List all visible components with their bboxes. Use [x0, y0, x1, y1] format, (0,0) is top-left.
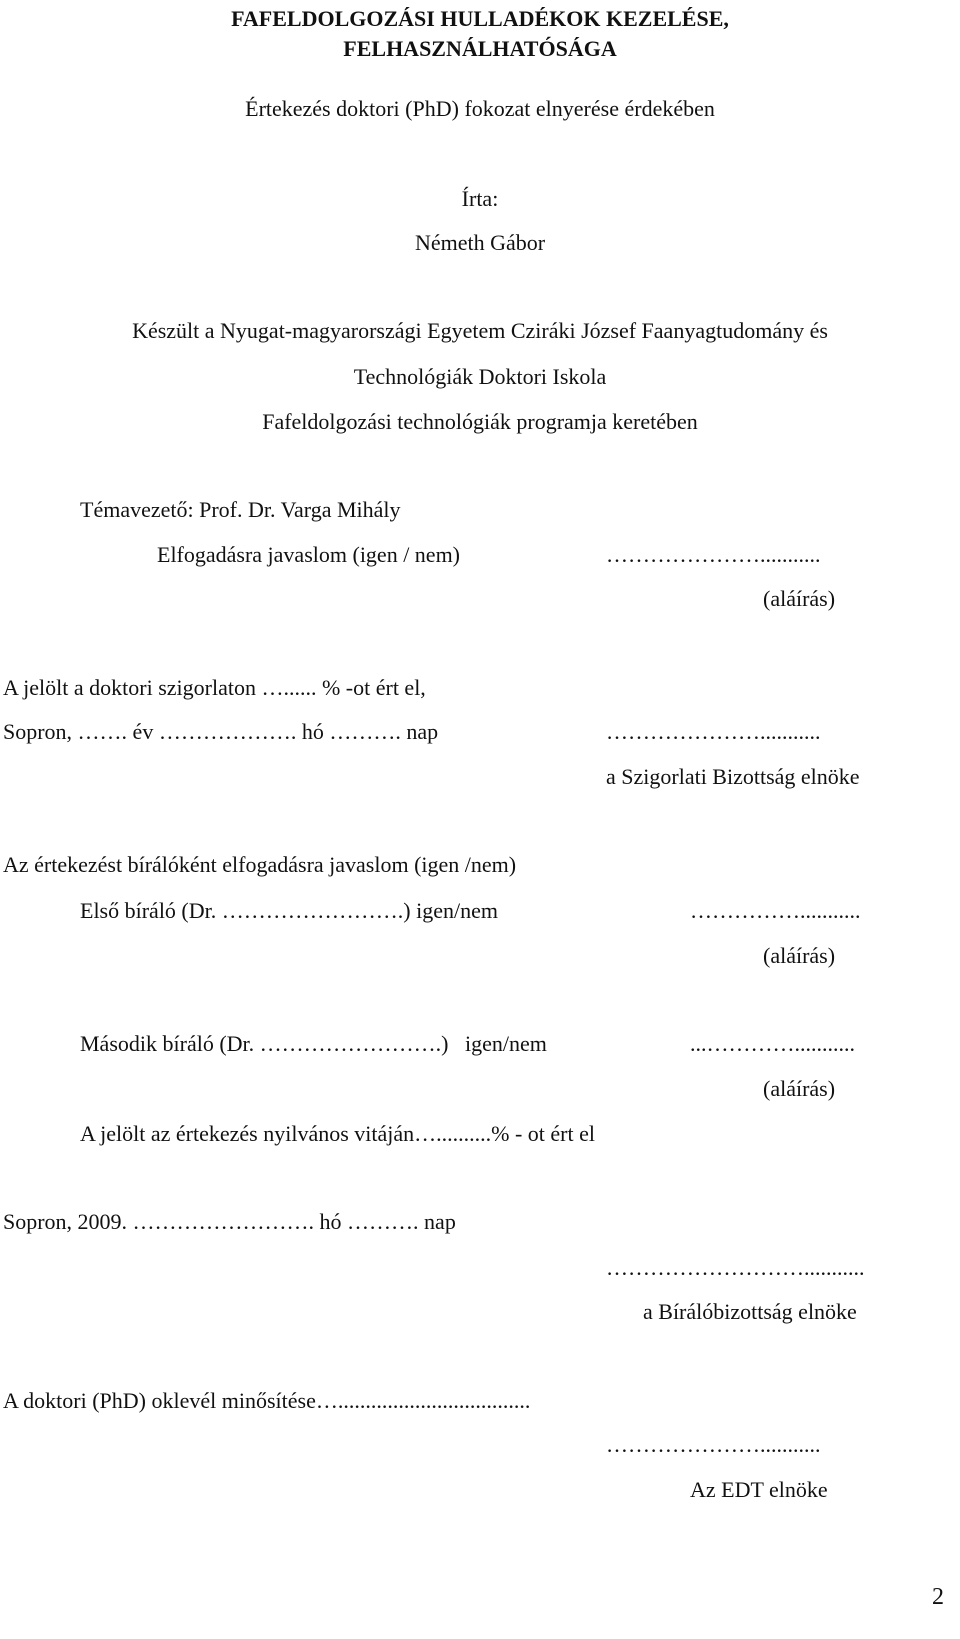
- diploma-signature-line: …………………...........: [606, 1432, 821, 1457]
- committee-place-date: Sopron, 2009. ……………………. hó ………. nap: [3, 1209, 456, 1234]
- supervisor-signature-line: …………………...........: [606, 542, 821, 567]
- exam-result: A jelölt a doktori szigorlaton …...... % -ot ért el,: [3, 675, 426, 700]
- second-reviewer: Második bíráló (Dr. …………………….) igen/nem: [80, 1031, 547, 1056]
- subtitle: Értekezés doktori (PhD) fokozat elnyerése érdekében: [245, 96, 715, 121]
- committee-signature-label: a Bírálóbizottság elnöke: [643, 1299, 857, 1324]
- committee-signature-line: ………………………...........: [606, 1255, 865, 1280]
- institution-line-2: Technológiák Doktori Iskola: [353, 364, 607, 389]
- supervisor-signature-label: (aláírás): [763, 586, 836, 611]
- supervisor-recommendation: Elfogadásra javaslom (igen / nem): [157, 542, 461, 567]
- first-reviewer-signature-line: ……………...........: [690, 898, 861, 923]
- institution-line-1: Készült a Nyugat-magyarországi Egyetem Cziráki József Faanyagtudomány és: [132, 318, 828, 343]
- title-line-1: FAFELDOLGOZÁSI HULLADÉKOK KEZELÉSE,: [231, 6, 729, 31]
- author-label: Írta:: [461, 186, 499, 211]
- second-reviewer-signature-label: (aláírás): [763, 1076, 836, 1101]
- second-reviewer-signature-line: ...…………...........: [690, 1031, 855, 1056]
- institution-line-3: Fafeldolgozási technológiák programja keretében: [262, 409, 698, 434]
- exam-signature-label: a Szigorlati Bizottság elnöke: [606, 764, 860, 789]
- supervisor-label: Témavezető: Prof. Dr. Varga Mihály: [80, 497, 401, 522]
- exam-place-date: Sopron, ……. év ………………. hó ………. nap: [3, 719, 439, 744]
- first-reviewer-signature-label: (aláírás): [763, 943, 836, 968]
- exam-signature-line: …………………...........: [606, 719, 821, 744]
- author-name: Németh Gábor: [414, 230, 546, 255]
- diploma-signature-label: Az EDT elnöke: [690, 1477, 828, 1502]
- title-line-2: FELHASZNÁLHATÓSÁGA: [343, 36, 617, 61]
- first-reviewer: Első bíráló (Dr. …………………….) igen/nem: [80, 898, 498, 923]
- review-intro: Az értekezést bírálóként elfogadásra javaslom (igen /nem): [3, 852, 517, 877]
- diploma-rating: A doktori (PhD) oklevél minősítése…...................................: [3, 1388, 531, 1413]
- page-number: 2: [932, 1584, 944, 1610]
- defense-result: A jelölt az értekezés nyilvános vitáján…..........% - ot ért el: [80, 1121, 596, 1146]
